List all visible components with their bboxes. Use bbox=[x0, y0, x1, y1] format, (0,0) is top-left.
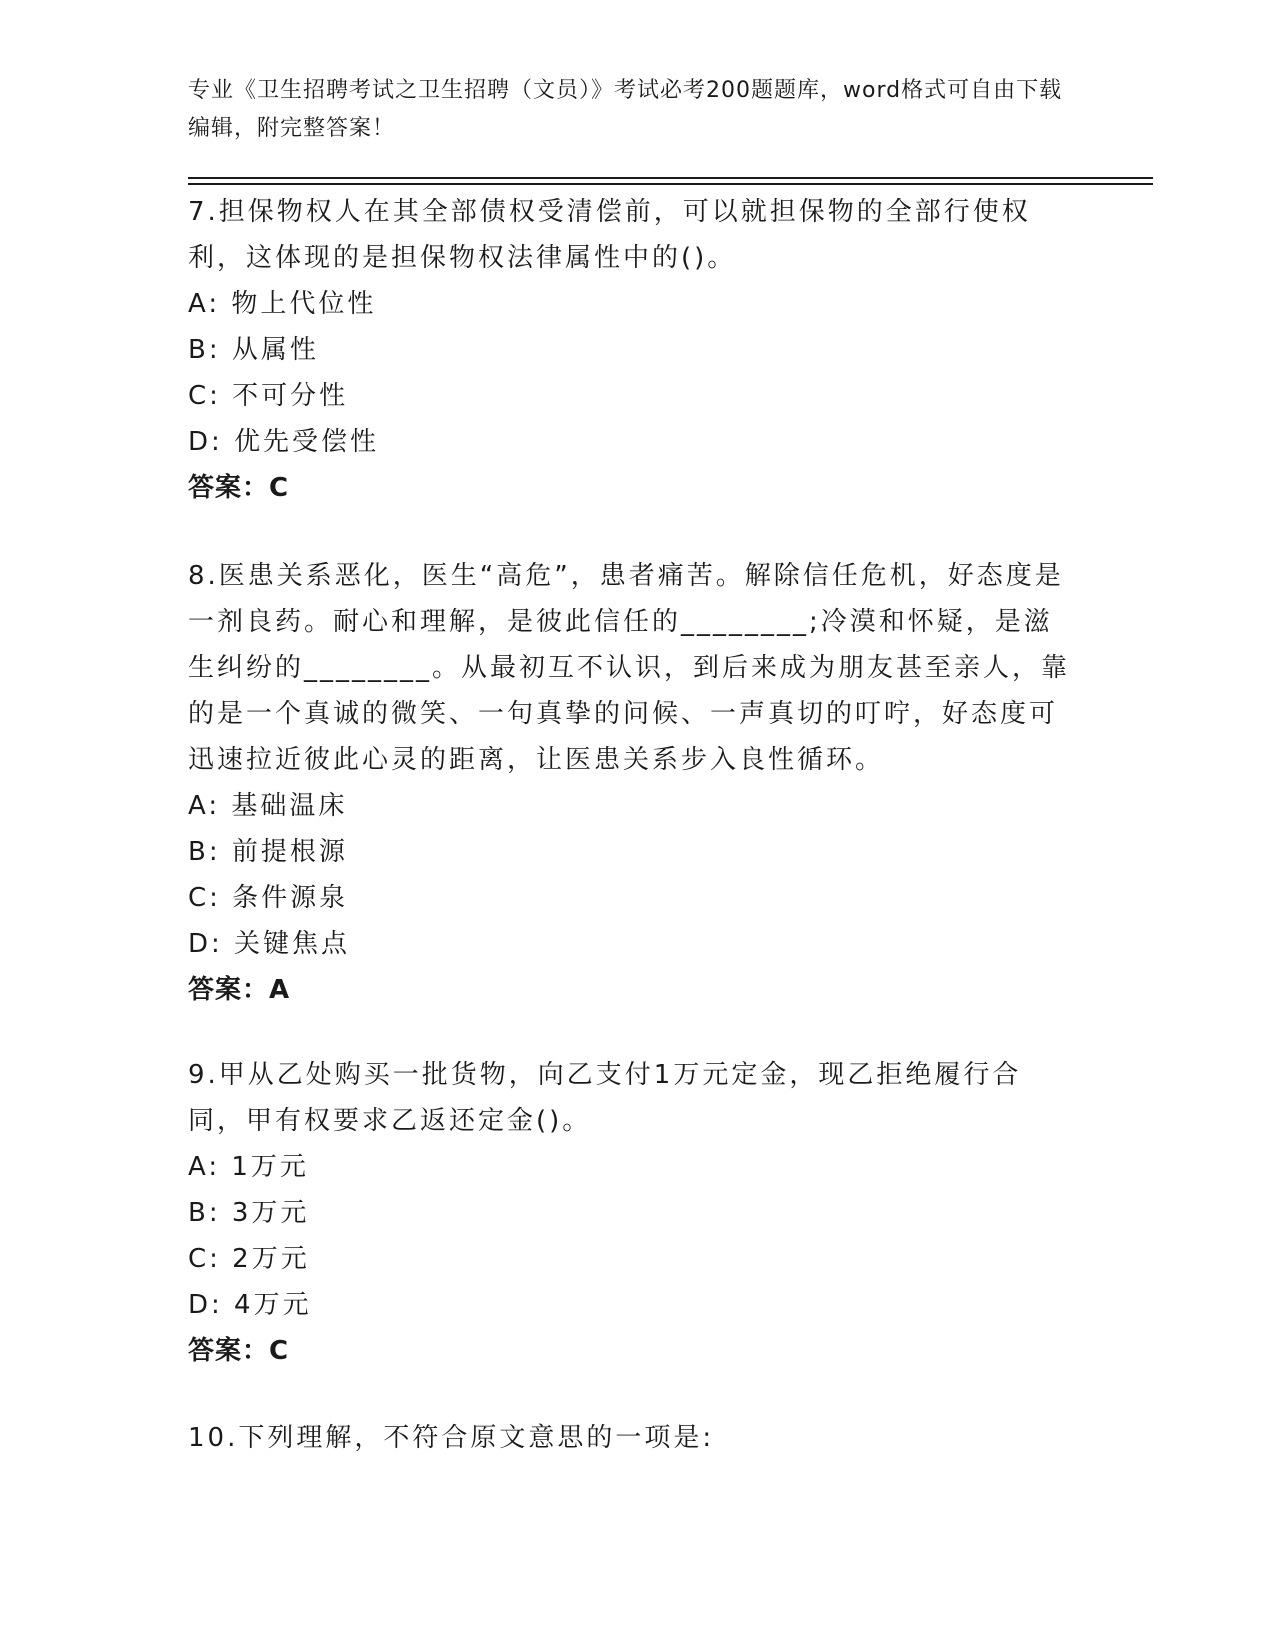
option-a: A: 物上代位性 bbox=[188, 289, 377, 319]
answer: 答案：C bbox=[188, 473, 290, 503]
option-d: D: 优先受偿性 bbox=[188, 427, 380, 457]
question-stem: 10.下列理解，不符合原文意思的一项是: bbox=[188, 1423, 715, 1453]
question-stem: 8.医患关系恶化，医生“高危”，患者痛苦。解除信任危机，好态度是一剂良药。耐心和理解，是彼此信任的________;冷漠和怀疑，是滋生纠纷的________。从最初互不认识，到后来成为朋友甚至亲人，靠的是一个真诚的微笑、一句真挚的问候、一声真切的叮咛，好态度可迅速拉近彼此心灵的距离，让医患关系步入良性循环。 bbox=[188, 561, 1071, 775]
option-b: B: 从属性 bbox=[188, 335, 319, 365]
question-7 bbox=[188, 189, 1078, 511]
option-b: B: 前提根源 bbox=[188, 837, 348, 867]
document-header: 专业《卫生招聘考试之卫生招聘（文员）》考试必考200题题库，word格式可自由下载编辑，附完整答案！ bbox=[188, 78, 1063, 141]
option-c: C: 2万元 bbox=[188, 1244, 310, 1274]
question-9 bbox=[188, 1052, 1078, 1374]
answer: 答案：A bbox=[188, 975, 291, 1005]
header-rule-top bbox=[188, 177, 1153, 179]
option-c: C: 条件源泉 bbox=[188, 883, 349, 913]
answer: 答案：C bbox=[188, 1336, 290, 1366]
option-c: C: 不可分性 bbox=[188, 381, 349, 411]
option-a: A: 基础温床 bbox=[188, 791, 348, 821]
option-b: B: 3万元 bbox=[188, 1198, 310, 1228]
question-8 bbox=[188, 553, 1078, 1013]
question-stem: 7.担保物权人在其全部债权受清偿前，可以就担保物的全部行使权利，这体现的是担保物权法律属性中的()。 bbox=[188, 197, 1031, 273]
option-d: D: 4万元 bbox=[188, 1290, 312, 1320]
question-10 bbox=[188, 1415, 1078, 1461]
option-d: D: 关键焦点 bbox=[188, 929, 351, 959]
header-rule-bottom bbox=[188, 183, 1153, 185]
question-stem: 9.甲从乙处购买一批货物，向乙支付1万元定金，现乙拒绝履行合同，甲有权要求乙返还定金()。 bbox=[188, 1060, 1022, 1136]
option-a: A: 1万元 bbox=[188, 1152, 309, 1182]
